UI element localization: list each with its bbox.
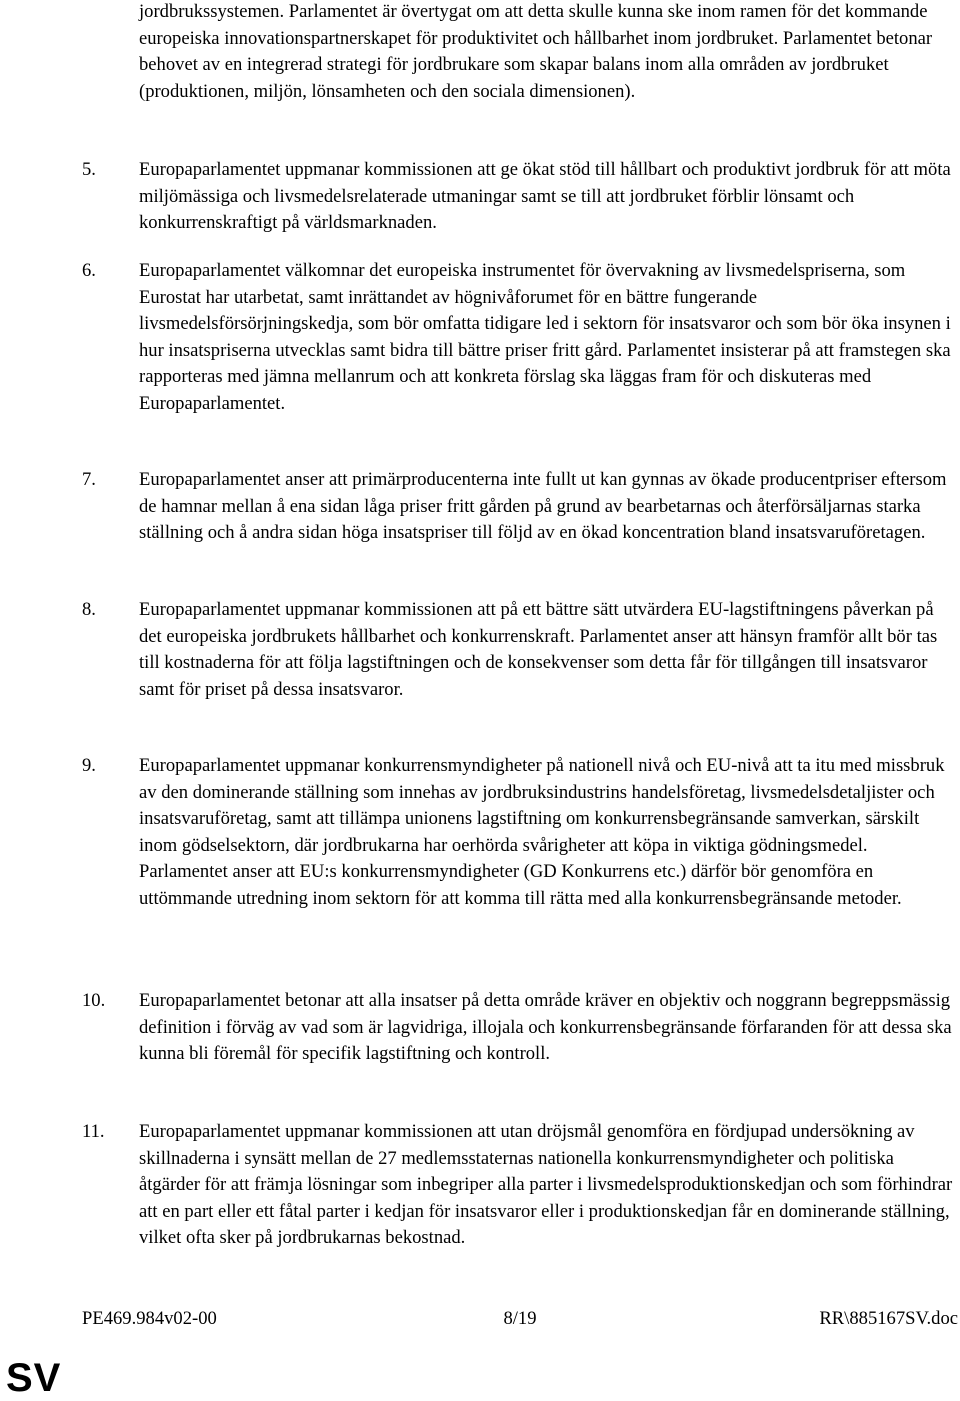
item-text: Europaparlamentet uppmanar konkurrensmyndigheter på nationell nivå och EU-nivå att ta itu med missbruk av den dominerande ställning som innehas av jordbruksindustrins handelsföretag, livsmedelsdetaljister och insatsvaruföretag, samt att tillämpa unionens lagstiftning om konkurrensbegränsande samverkan, särskilt inom gödselsektorn, där jordbrukarna har oerhörda svårigheter att köpa in viktiga gödningsmedel. Parlamentet anser att EU:s konkurrensmyndigheter (GD Konkurrens etc.) därför bör genomföra en uttömmande utredning inom sektorn för att komma till rätta med alla konkurrensbegränsande metoder.: [139, 755, 945, 909]
item-text: Europaparlamentet välkomnar det europeiska instrumentet för övervakning av livsmedelspriserna, som Eurostat har utarbetat, samt inrättandet av högnivåforumet för en bättre fungerande livsmedelsförsörjningskedja, som bör omfatta tidigare led i sektorn för insatsvaror och som bör öka insynen i hur insatspriserna utvecklas samt bidra till bättre priser fritt gård. Parlamentet insisterar på att framstegen ska rapporteras med jämna mellanrum och att konkreta förslag ska läggas fram för och diskuteras med Europaparlamentet.: [139, 260, 951, 414]
item-number: 11.: [82, 1121, 105, 1142]
item-text: Europaparlamentet uppmanar kommissionen att ge ökat stöd till hållbart och produktivt jordbruk för att möta miljömässiga och livsmedelsrelaterade utmaningar samt se till att jordbruket förblir lönsamt och konkurrenskraftigt på världsmarknaden.: [139, 159, 951, 233]
item-number: 7.: [82, 469, 96, 490]
continuation-paragraph: jordbrukssystemen. Parlamentet är övertygat om att detta skulle kunna ske inom ramen för det kommande europeiska innovationspartnerskapet för produktivitet och hållbarhet inom jordbruket. Parlamentet betonar behovet av en integrerad strategi för jordbrukare som skapar balans inom alla områden av jordbruket (produktionen, miljön, lönsamheten och den sociala dimensionen).: [139, 1, 933, 102]
item-number: 6.: [82, 260, 96, 281]
footer-page-number: 8/19: [503, 1308, 537, 1329]
item-text: Europaparlamentet anser att primärproducenterna inte fullt ut kan gynnas av ökade producentpriser eftersom de hamnar mellan å ena sidan låga priser fritt gården på grund av bearbetarnas och återförsäljarnas starka ställning och å andra sidan höga insatspriser till följd av en ökad koncentration bland insatsvaruföretagen.: [139, 469, 947, 543]
item-number: 8.: [82, 599, 96, 620]
footer-reference: PE469.984v02-00: [82, 1308, 217, 1329]
item-text: Europaparlamentet uppmanar kommissionen att utan dröjsmål genomföra en fördjupad undersökning av skillnaderna i synsätt mellan de 27 medlemsstaternas nationella konkurrensmyndigheter och politiska åtgärder för att främja lösningar som inbegriper alla parter i livsmedelsproduktionskedjan och som förhindrar att en part eller ett fåtal parter i kedjan för insatsvaror eller i produktionskedjan får en dominerande ställning, vilket ofta sker på jordbrukarnas bekostnad.: [139, 1121, 953, 1248]
language-tag: SV: [6, 1356, 62, 1400]
item-text: Europaparlamentet uppmanar kommissionen att på ett bättre sätt utvärdera EU-lagstiftningens påverkan på det europeiska jordbrukets hållbarhet och konkurrenskraft. Parlamentet anser att hänsyn framför allt bör tas till kostnaderna för att följa lagstiftningen och de konsekvenser som detta får för tillgången till insatsvaror samt för priset på dessa insatsvaror.: [139, 599, 938, 700]
page-footer: [0, 1306, 960, 1334]
item-number: 10.: [82, 990, 106, 1011]
item-number: 5.: [82, 159, 96, 180]
item-number: 9.: [82, 755, 96, 776]
footer-document-name: RR\885167SV.doc: [819, 1308, 958, 1329]
item-text: Europaparlamentet betonar att alla insatser på detta område kräver en objektiv och noggrann begreppsmässig definition i förväg av vad som är lagvidriga, illojala och konkurrensbegränsande förfaranden för att dessa ska kunna bli föremål för specifik lagstiftning och kontroll.: [139, 990, 952, 1064]
